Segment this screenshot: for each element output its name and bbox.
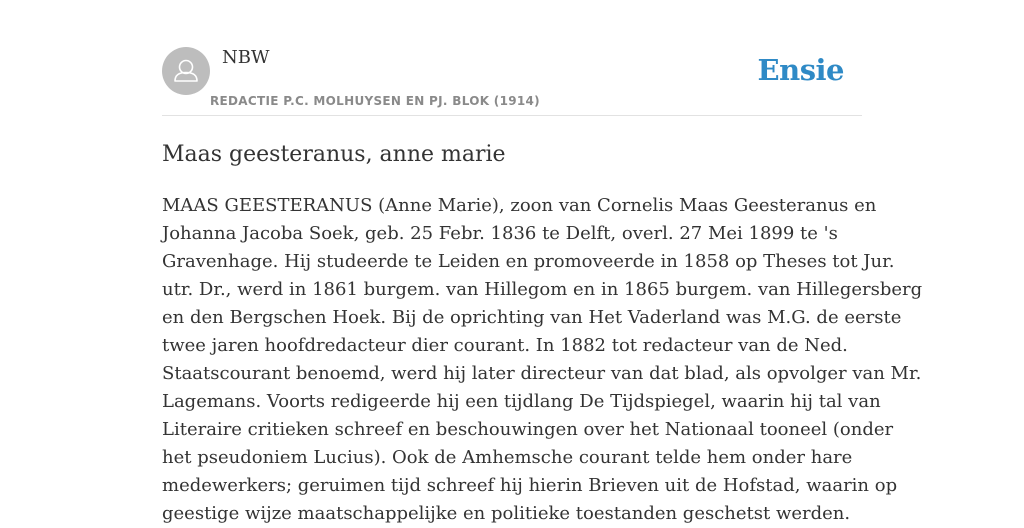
article-body-line: utr. Dr., werd in 1861 burgem. van Hillegom en in 1865 burgem. van Hillegersberg <box>162 279 923 300</box>
article-body-line: Lagemans. Voorts redigeerde hij een tijdlang De Tijdspiegel, waarin hij tal van <box>162 391 881 412</box>
article-body-line: Johanna Jacoba Soek, geb. 25 Febr. 1836 te Delft, overl. 27 Mei 1899 te 's <box>162 223 838 244</box>
article-body-line: en den Bergschen Hoek. Bij de oprichting van Het Vaderland was M.G. de eerste <box>162 307 902 328</box>
article-title: Maas geesteranus, anne marie <box>162 142 506 167</box>
avatar[interactable] <box>162 47 210 95</box>
article-body-line: twee jaren hoofdredacteur dier courant. In 1882 tot redacteur van de Ned. <box>162 335 848 356</box>
article-body-line: MAAS GEESTERANUS (Anne Marie), zoon van Cornelis Maas Geesteranus en <box>162 195 877 216</box>
article-body-line: Literaire critieken schreef en beschouwingen over het Nationaal tooneel (onder <box>162 419 894 440</box>
author-name[interactable]: NBW <box>222 47 270 68</box>
article-header <box>162 47 862 116</box>
user-icon <box>162 47 210 95</box>
article-body-line: geestige wijze maatschappelijke en politieke toestanden geschetst werden. <box>162 503 851 524</box>
ensie-logo[interactable]: Ensie <box>757 53 844 87</box>
article-body-line: Gravenhage. Hij studeerde te Leiden en promoveerde in 1858 op Theses tot Jur. <box>162 251 895 272</box>
article-body <box>162 192 923 528</box>
article-body-line: medewerkers; geruimen tijd schreef hij hierin Brieven uit de Hofstad, waarin op <box>162 475 898 496</box>
editor-credit: REDACTIE P.C. MOLHUYSEN EN PJ. BLOK (1914) <box>210 94 540 108</box>
article-body-line: Staatscourant benoemd, werd hij later directeur van dat blad, als opvolger van Mr. <box>162 363 922 384</box>
article-body-line: het pseudoniem Lucius). Ook de Amhemsche courant telde hem onder hare <box>162 447 853 468</box>
